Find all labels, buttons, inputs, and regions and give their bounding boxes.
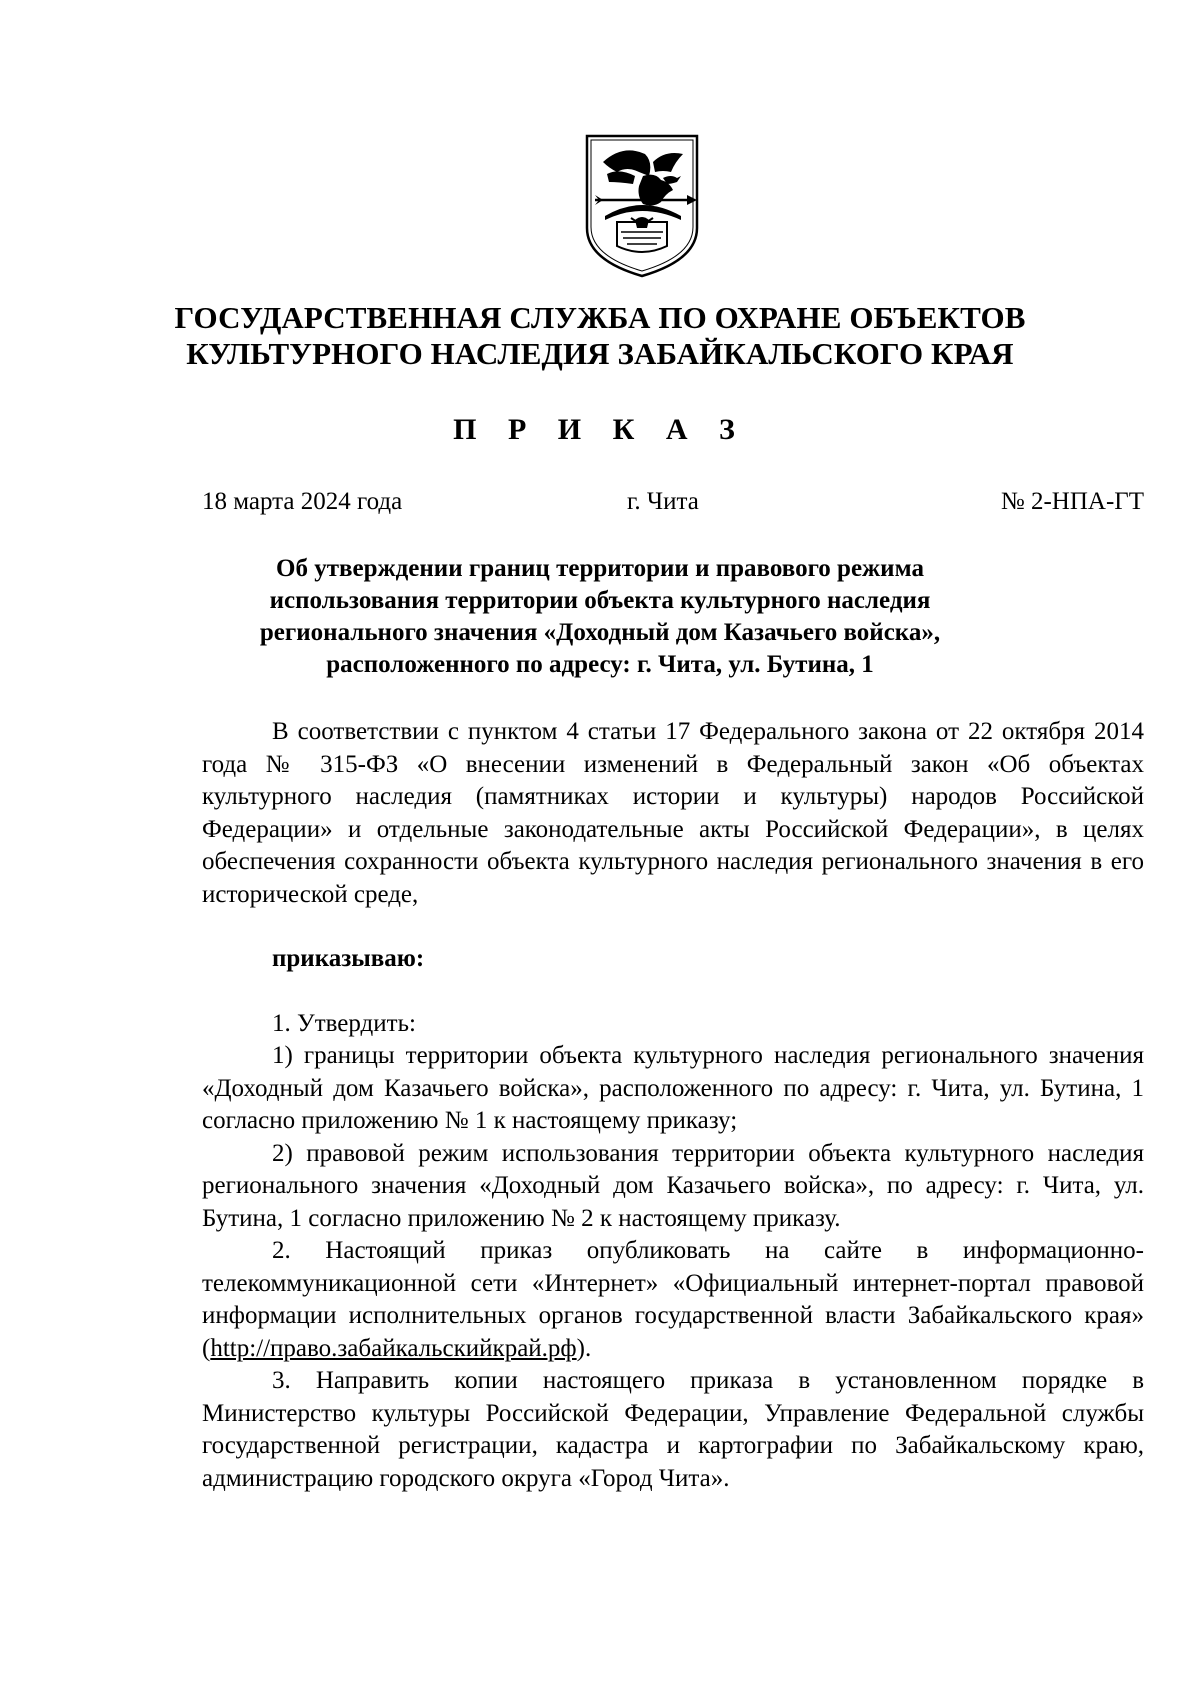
document-date: 18 марта 2024 года bbox=[202, 488, 403, 515]
subject-line-1: Об утверждении границ территории и правового режима bbox=[276, 555, 924, 582]
item-1: 1. Утвердить: bbox=[272, 1009, 416, 1037]
subject-line-2: использования территории объекта культурного наследия bbox=[269, 587, 931, 614]
item-3: 3. Направить копии настоящего приказа в установленном порядке в Министерство культуры Российской Федерации, Управление Федеральной службы государственной регистрации, кадастра и картографии по Забайкальскому краю, администрацию городского округа «Город Чита». bbox=[202, 1367, 1144, 1492]
document-body bbox=[202, 716, 1144, 1495]
order-word: приказываю: bbox=[272, 945, 425, 972]
item-1-1: 1) границы территории объекта культурного наследия регионального значения «Доходный дом Казачьего войска», расположенного по адресу: г. Чита, ул. Бутина, 1 согласно приложению № 1 к настоящему приказу; bbox=[202, 1042, 1144, 1134]
document-city: г. Чита bbox=[627, 488, 699, 515]
subject-line-3: регионального значения «Доходный дом Казачьего войска», bbox=[259, 619, 941, 646]
subject-line-4: расположенного по адресу: г. Чита, ул. Бутина, 1 bbox=[326, 651, 874, 678]
organization-title-line-1: ГОСУДАРСТВЕННАЯ СЛУЖБА ПО ОХРАНЕ ОБЪЕКТОВ bbox=[174, 300, 1026, 335]
organization-title-line-2: КУЛЬТУРНОГО НАСЛЕДИЯ ЗАБАЙКАЛЬСКОГО КРАЯ bbox=[186, 336, 1014, 371]
organization-title bbox=[150, 300, 1050, 372]
item-2-text: 2. Настоящий приказ опубликовать на сайте в информационно-телекоммуникационной сети «Интернет» «Официальный интернет-портал правовой информации исполнительных органов государственной власти Забайкальского края» ( bbox=[202, 1237, 1144, 1362]
document-type-heading: П Р И К А З bbox=[453, 413, 747, 446]
item-2-end: ). bbox=[576, 1334, 592, 1362]
preamble-paragraph: В соответствии с пунктом 4 статьи 17 Федерального закона от 22 октября 2014 года № 315-ФЗ «О внесении изменений в Федеральный закон «Об объектах культурного наследия (памятниках истории и культуры) народов Российской Федерации» и отдельные законодательные акты Российской Федерации», в целях обеспечения сохранности объекта культурного наследия регионального значения в его исторической среде, bbox=[202, 718, 1144, 908]
item-1-2: 2) правовой режим использования территории объекта культурного наследия регионального значения «Доходный дом Казачьего войска», по адресу: г. Чита, ул. Бутина, 1 согласно приложению № 2 к настоящему приказу. bbox=[202, 1139, 1144, 1232]
document-meta bbox=[202, 488, 1144, 522]
coat-of-arms-icon bbox=[583, 132, 701, 280]
item-2 bbox=[202, 1235, 1144, 1365]
document-subject bbox=[180, 553, 1020, 681]
document-number: № 2-НПА-ГТ bbox=[1000, 488, 1144, 515]
portal-link[interactable]: http://право.забайкальскийкрай.рф bbox=[210, 1334, 577, 1362]
